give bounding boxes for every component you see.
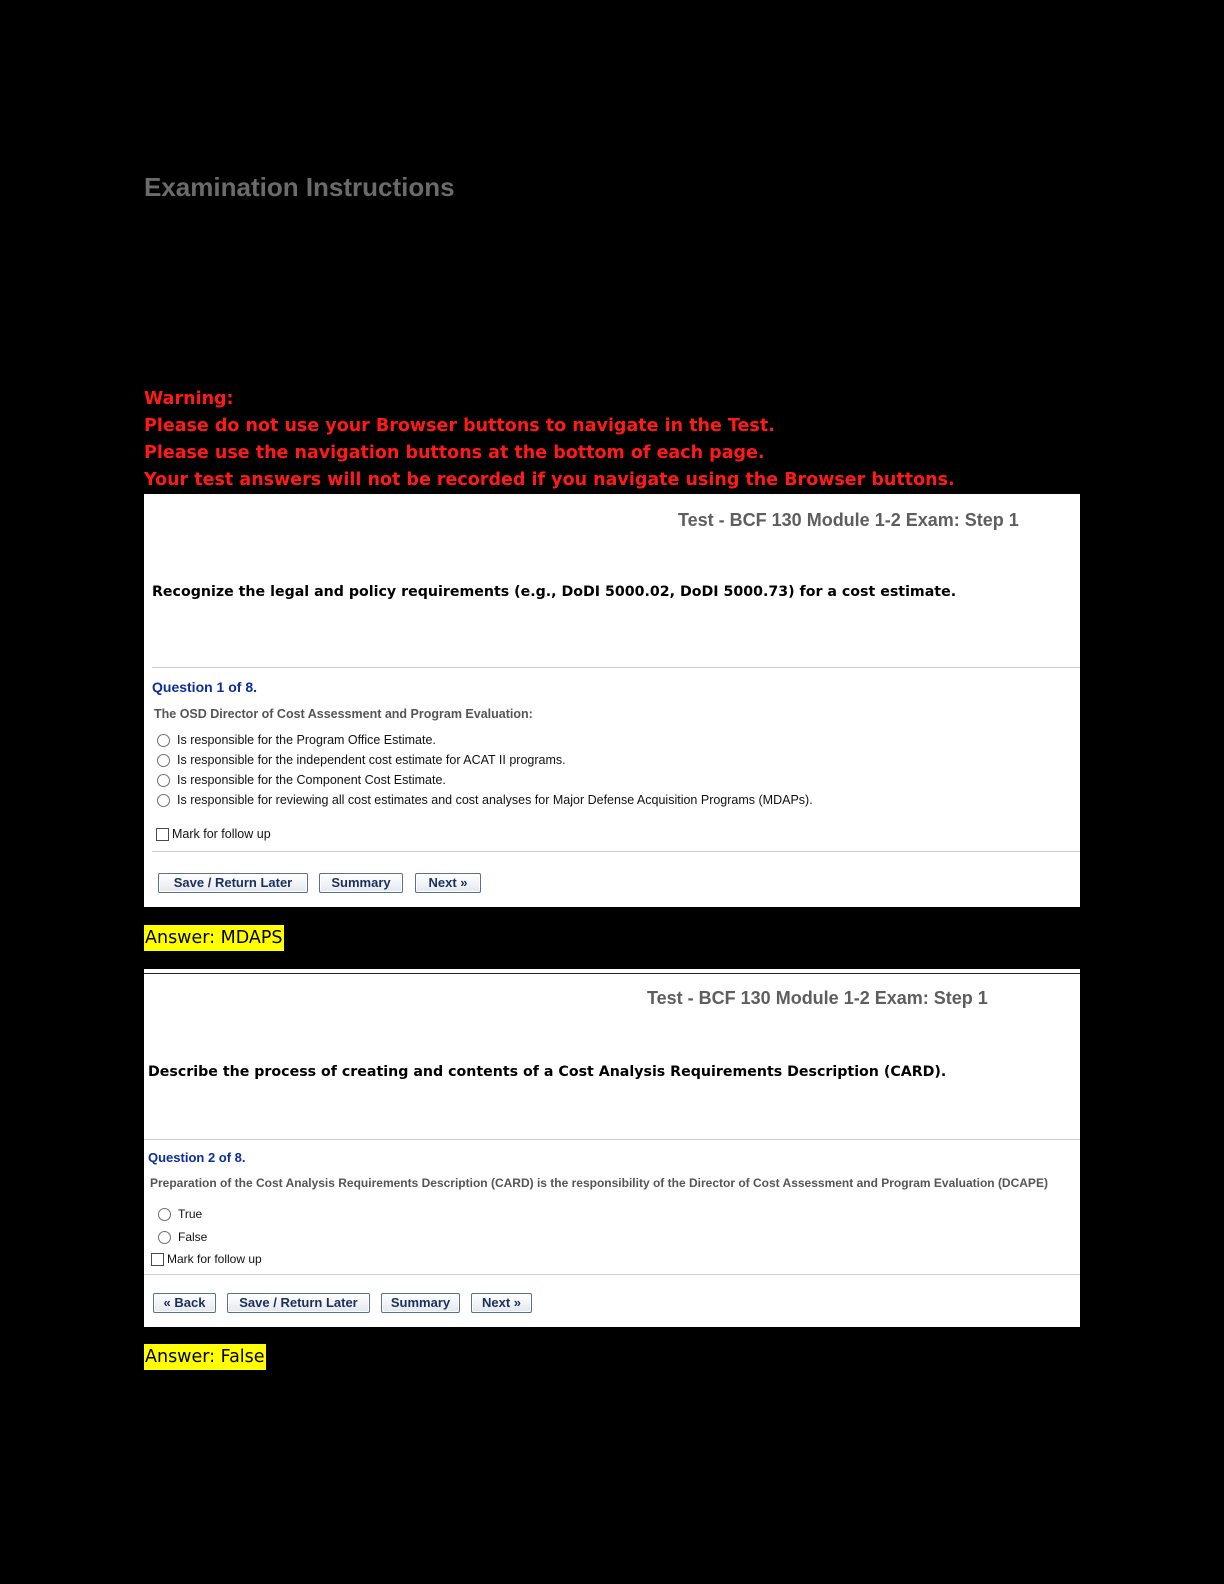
option-label: Is responsible for the Component Cost Estimate. bbox=[177, 773, 446, 787]
answer-option-4[interactable] bbox=[157, 793, 813, 807]
follow-up-checkbox[interactable] bbox=[151, 1253, 164, 1266]
option-label: Is responsible for the Program Office Estimate. bbox=[177, 733, 436, 747]
divider bbox=[144, 1274, 1080, 1275]
radio-button[interactable] bbox=[157, 754, 170, 767]
save-return-later-button[interactable]: Save / Return Later bbox=[227, 1293, 370, 1313]
radio-button[interactable] bbox=[158, 1231, 171, 1244]
option-label: Is responsible for the independent cost estimate for ACAT II programs. bbox=[177, 753, 566, 767]
option-label: False bbox=[178, 1230, 208, 1244]
follow-up-checkbox[interactable] bbox=[156, 828, 169, 841]
answer-option-false[interactable] bbox=[158, 1230, 207, 1244]
learning-objective: Recognize the legal and policy requirements (e.g., DoDI 5000.02, DoDI 5000.73) for a cost estimate. bbox=[152, 584, 957, 600]
answer-highlight-2: Answer: False bbox=[144, 1344, 266, 1370]
next-button[interactable]: Next » bbox=[471, 1293, 532, 1313]
question-number: Question 2 of 8. bbox=[148, 1150, 246, 1165]
question-text: The OSD Director of Cost Assessment and Program Evaluation: bbox=[154, 707, 533, 721]
answer-highlight-1: Answer: MDAPS bbox=[144, 925, 284, 951]
next-button[interactable]: Next » bbox=[415, 873, 481, 893]
exam-screenshot-question-1 bbox=[144, 494, 1080, 907]
divider bbox=[144, 1139, 1080, 1140]
divider bbox=[152, 851, 1080, 852]
summary-button[interactable]: Summary bbox=[319, 873, 403, 893]
question-text: Preparation of the Cost Analysis Requirements Description (CARD) is the responsibility of the Director of Cost Assessment and Program Evaluation (DCAPE) bbox=[150, 1176, 1048, 1190]
mark-for-follow-up[interactable] bbox=[151, 1252, 262, 1266]
warning-line-navigation-buttons: Please use the navigation buttons at the bottom of each page. bbox=[144, 443, 765, 463]
follow-up-label: Mark for follow up bbox=[167, 1252, 262, 1266]
save-return-later-button[interactable]: Save / Return Later bbox=[158, 873, 308, 893]
warning-line-browser-buttons: Please do not use your Browser buttons to navigate in the Test. bbox=[144, 416, 775, 436]
exam-screenshot-question-2 bbox=[144, 969, 1080, 1327]
back-button[interactable]: « Back bbox=[153, 1293, 216, 1313]
question-number: Question 1 of 8. bbox=[152, 679, 258, 695]
radio-button[interactable] bbox=[158, 1208, 171, 1221]
radio-button[interactable] bbox=[157, 794, 170, 807]
radio-button[interactable] bbox=[157, 774, 170, 787]
answer-option-3[interactable] bbox=[157, 773, 446, 787]
radio-button[interactable] bbox=[157, 734, 170, 747]
warning-label: Warning: bbox=[144, 389, 234, 409]
option-label: Is responsible for reviewing all cost estimates and cost analyses for Major Defense Acquisition Programs (MDAPs). bbox=[177, 793, 813, 807]
answer-option-1[interactable] bbox=[157, 733, 436, 747]
summary-button[interactable]: Summary bbox=[381, 1293, 460, 1313]
follow-up-label: Mark for follow up bbox=[172, 827, 271, 841]
divider bbox=[152, 667, 1080, 668]
page-title: Examination Instructions bbox=[144, 172, 455, 202]
mark-for-follow-up[interactable] bbox=[156, 827, 271, 841]
exam-title: Test - BCF 130 Module 1-2 Exam: Step 1 bbox=[647, 988, 988, 1008]
warning-line-answers-not-recorded: Your test answers will not be recorded if you navigate using the Browser buttons. bbox=[144, 470, 955, 490]
warning-block bbox=[144, 386, 955, 494]
answer-option-true[interactable] bbox=[158, 1207, 202, 1221]
option-label: True bbox=[178, 1207, 203, 1221]
exam-title: Test - BCF 130 Module 1-2 Exam: Step 1 bbox=[678, 510, 1019, 530]
answer-option-2[interactable] bbox=[157, 753, 566, 767]
learning-objective: Describe the process of creating and contents of a Cost Analysis Requirements Description (CARD). bbox=[148, 1064, 947, 1080]
